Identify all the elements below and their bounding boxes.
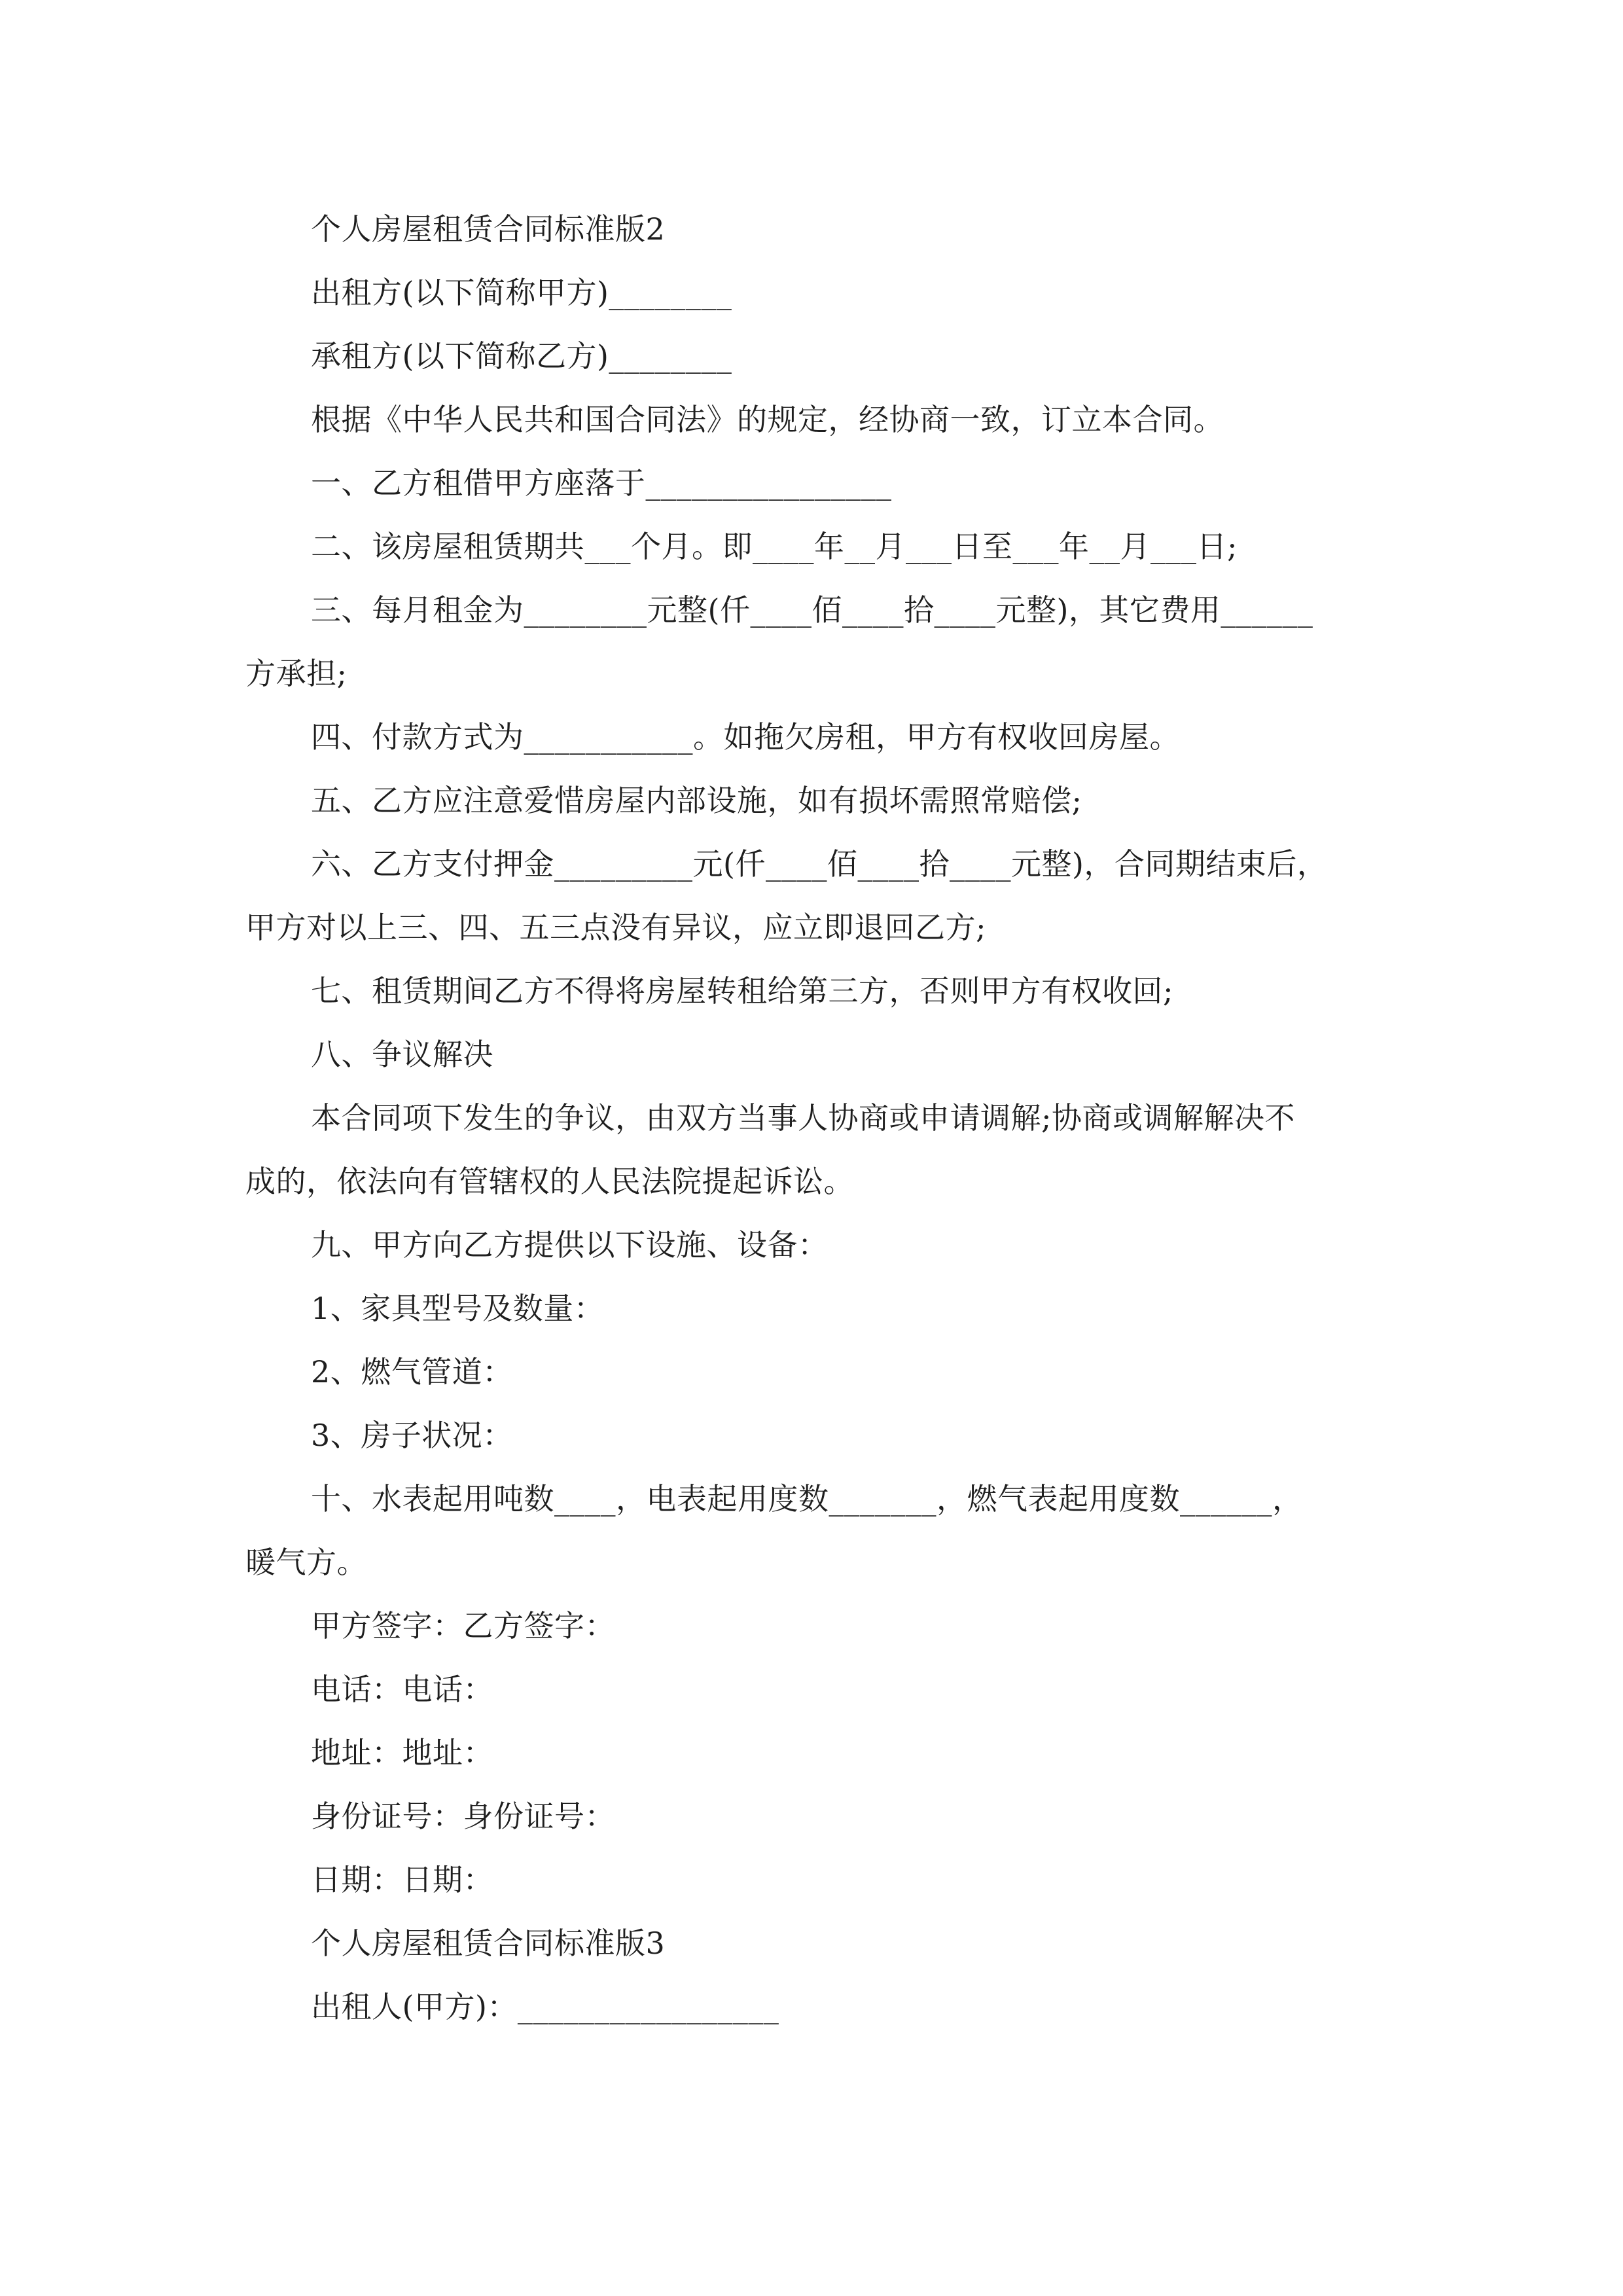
clause-2: 二、该房屋租赁期共___个月。即____年__月___日至___年__月___日;: [311, 529, 1238, 564]
clause-10-continued: 暖气方。: [245, 1545, 367, 1580]
clause-7: 七、租赁期间乙方不得将房屋转租给第三方，否则甲方有权收回;: [311, 973, 1173, 1009]
date-line: 日期：日期：: [311, 1862, 493, 1897]
dispute-paragraph: 本合同项下发生的争议，由双方当事人协商或申请调解;协商或调解解决不: [311, 1100, 1295, 1136]
clause-8-heading: 八、争议解决: [311, 1037, 493, 1072]
section-heading: 个人房屋租赁合同标准版2: [311, 211, 666, 247]
clause-5: 五、乙方应注意爱惜房屋内部设施，如有损坏需照常赔偿;: [311, 783, 1082, 818]
clause-1: 一、乙方租借甲方座落于________________: [311, 465, 892, 501]
clause-4: 四、付款方式为___________。如拖欠房租，甲方有权收回房屋。: [311, 719, 1180, 755]
signature-line: 甲方签字：乙方签字：: [311, 1608, 615, 1643]
phone-line: 电话：电话：: [311, 1672, 493, 1707]
clause-6-continued: 甲方对以上三、四、五三点没有异议，应立即退回乙方;: [245, 910, 986, 945]
preamble-paragraph: 根据《中华人民共和国合同法》的规定，经协商一致，订立本合同。: [311, 402, 1224, 437]
lessor-field-line: 出租方(以下简称甲方)________: [311, 275, 732, 310]
address-line: 地址：地址：: [311, 1735, 493, 1770]
id-number-line: 身份证号：身份证号：: [311, 1799, 615, 1834]
facility-item-gas-pipe: 2、燃气管道：: [311, 1354, 513, 1390]
facility-item-furniture: 1、家具型号及数量：: [311, 1291, 605, 1326]
clause-3: 三、每月租金为________元整(仟____佰____拾____元整)，其它费用______: [311, 592, 1313, 628]
clause-3-continued: 方承担;: [245, 656, 348, 691]
clause-6: 六、乙方支付押金_________元(仟____佰____拾____元整)，合同期结束后，: [311, 846, 1328, 882]
clause-9: 九、甲方向乙方提供以下设施、设备：: [311, 1227, 829, 1263]
lessor-party-line: 出租人(甲方)：_________________: [311, 1989, 779, 2024]
facility-item-house-condition: 3、房子状况：: [311, 1418, 513, 1453]
section-heading: 个人房屋租赁合同标准版3: [311, 1926, 666, 1961]
dispute-paragraph-continued: 成的，依法向有管辖权的人民法院提起诉讼。: [245, 1164, 854, 1199]
lessee-field-line: 承租方(以下简称乙方)________: [311, 338, 732, 374]
clause-10: 十、水表起用吨数____，电表起用度数_______，燃气表起用度数______，: [311, 1481, 1303, 1516]
